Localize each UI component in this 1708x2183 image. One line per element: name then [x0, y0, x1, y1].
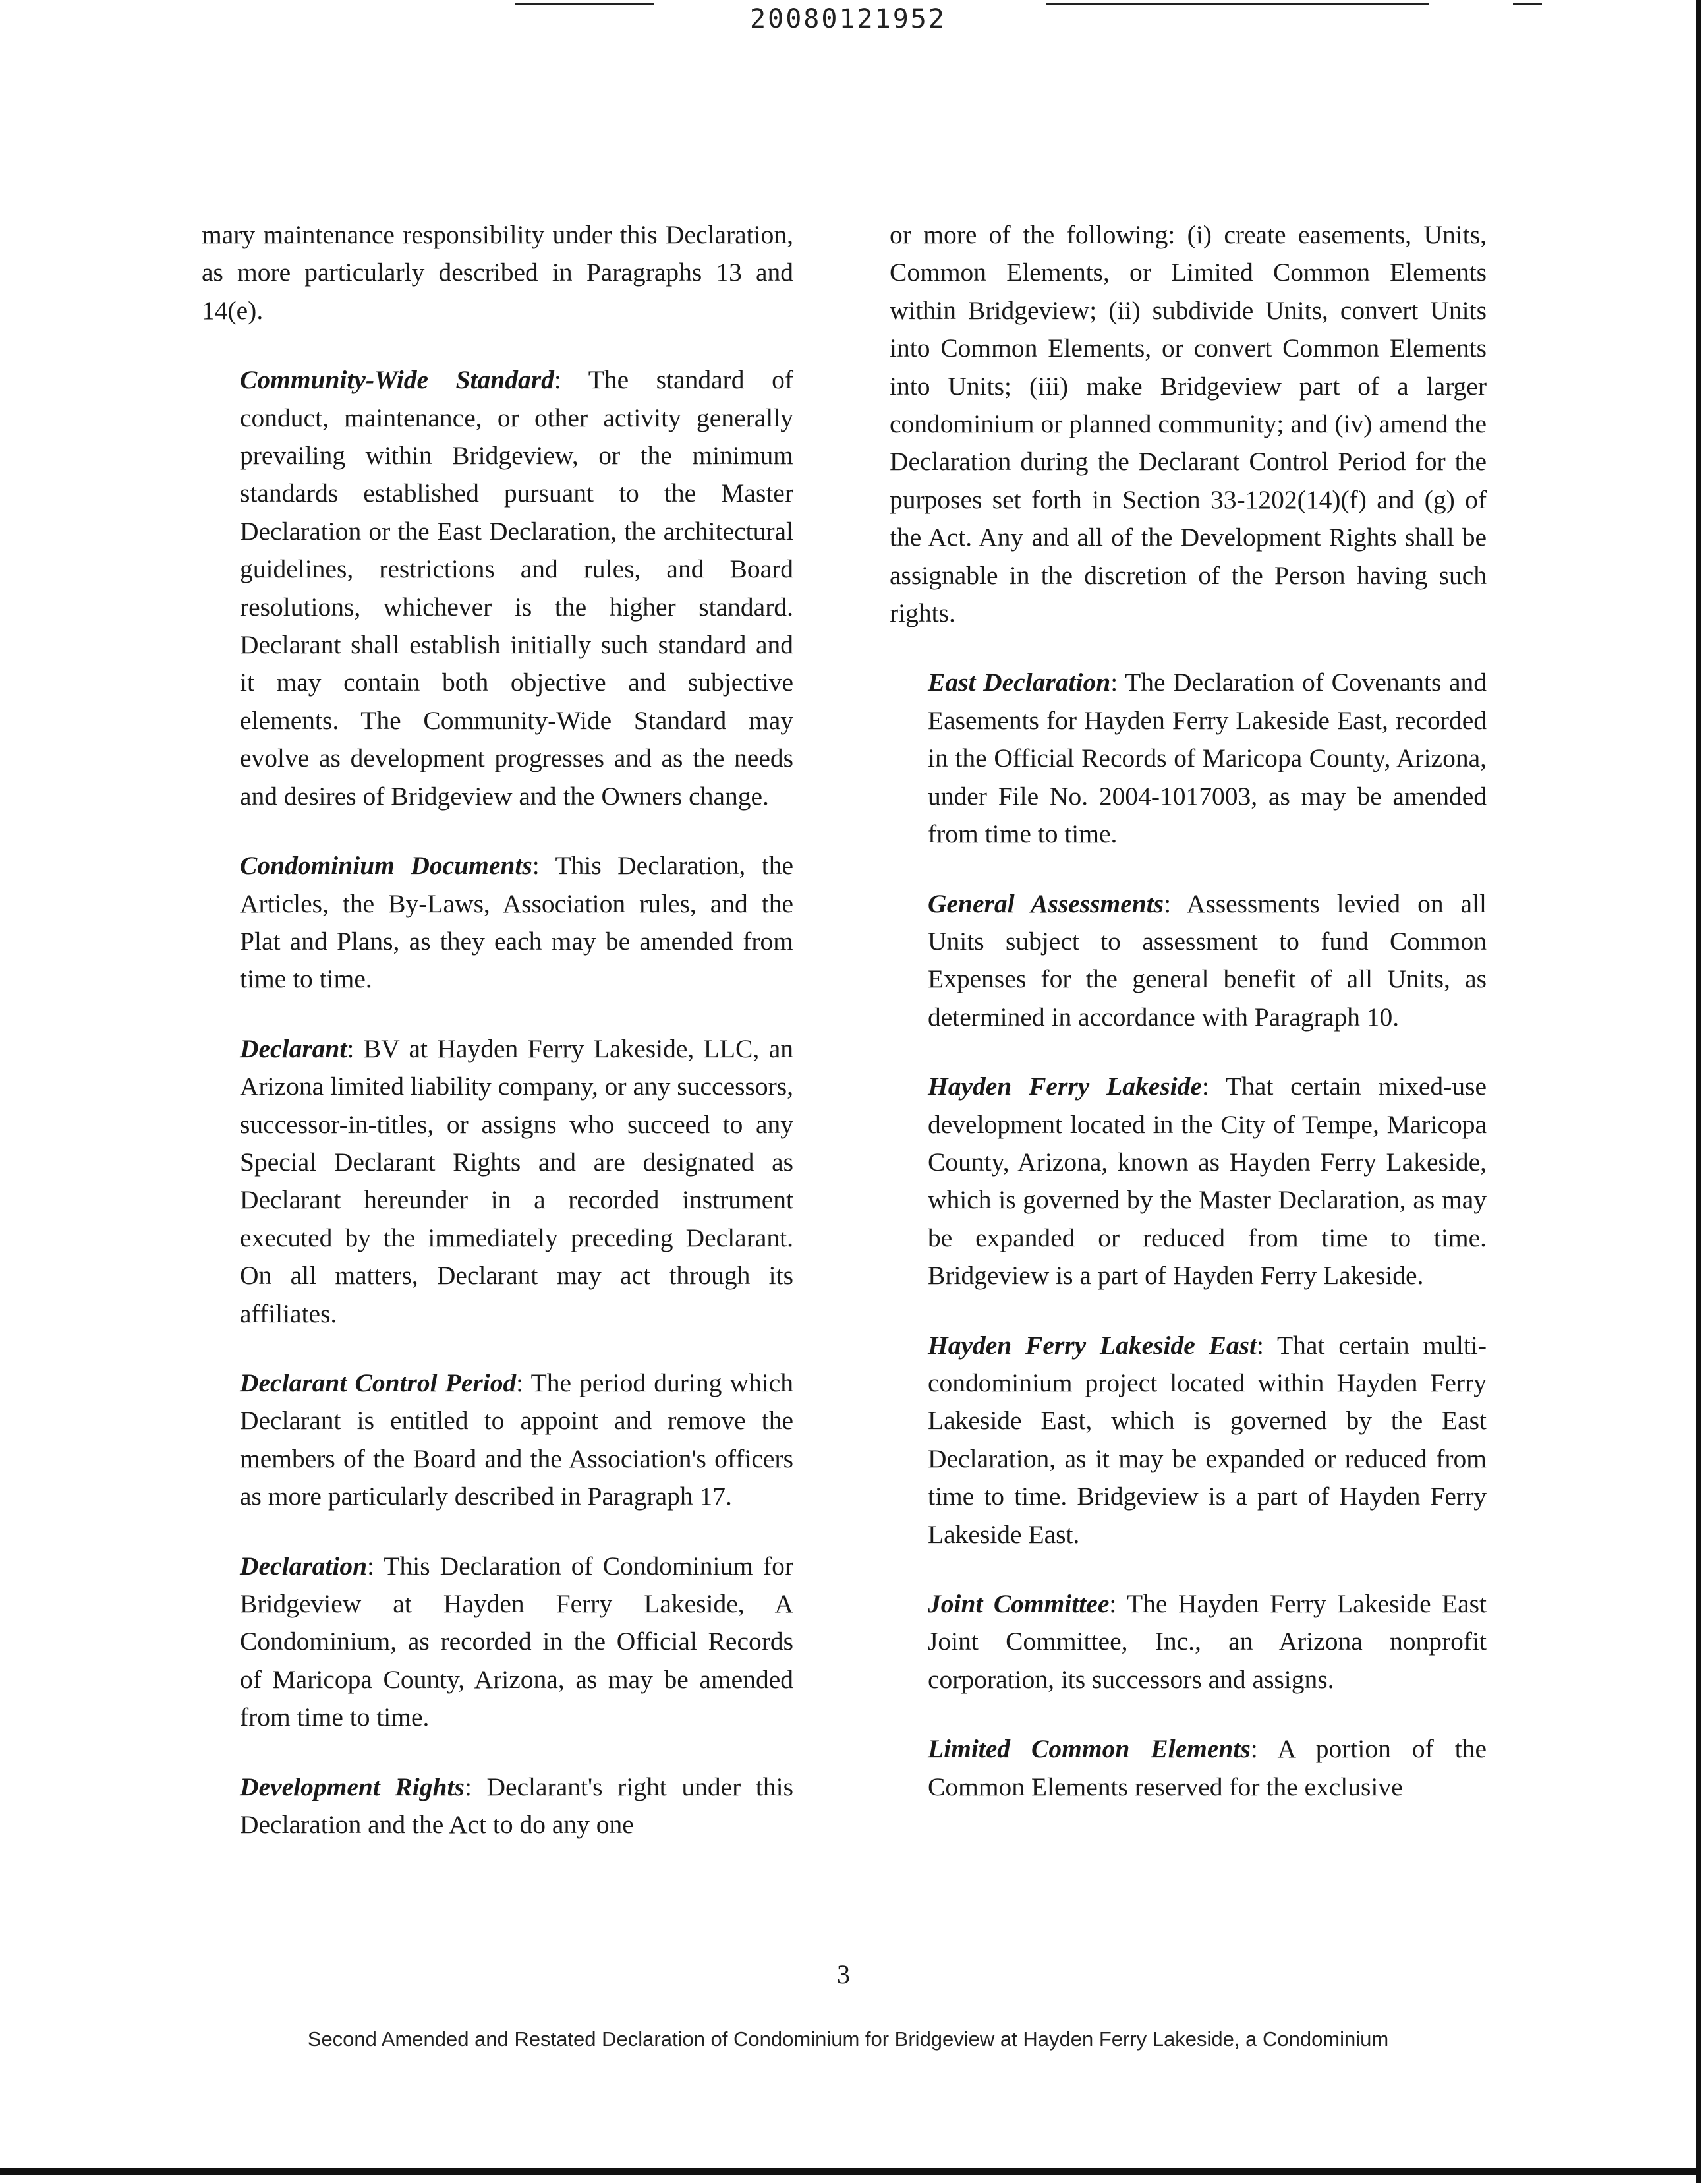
definition-term: Limited Common Elements: [928, 1734, 1251, 1764]
definition-term: Joint Committee: [928, 1589, 1110, 1618]
definition-paragraph: [202, 1364, 793, 1516]
definition-body: That certain multi-condominium project located within Hayden Ferry Lakeside East, which is governed by the East Declaration, as it may be expanded or reduced from time to time. Bridgeview is a part of Hayden Ferry Lakeside East.: [928, 1330, 1487, 1549]
definition-paragraph: [890, 885, 1487, 1037]
definition-paragraph: [202, 1548, 793, 1737]
scan-edge-right: [1696, 0, 1701, 2183]
right-column: [890, 216, 1487, 1838]
definition-term: Development Rights: [240, 1772, 465, 1801]
definition-body: The period during which Declarant is entitled to appoint and remove the members of the Board and the Association's officers as more particularly described in Paragraph 17.: [240, 1368, 793, 1511]
definition-paragraph: [202, 1030, 793, 1333]
definition-separator: :: [1110, 668, 1118, 697]
definition-term: East Declaration: [928, 668, 1111, 697]
definition-body: Declarant's right under this Declaration and the Act to do any one: [240, 1772, 793, 1840]
definition-term: Declaration: [240, 1551, 368, 1581]
definition-term: Condominium Documents: [240, 851, 532, 881]
definition-body: mary maintenance responsibility under this Declaration, as more particularly described in Paragraphs 13 and 14(e).: [202, 220, 793, 325]
left-column: [202, 216, 793, 1875]
definition-separator: :: [347, 1033, 355, 1063]
definition-body: The standard of conduct, maintenance, or other activity generally prevailing within Bridgeview, or the minimum standards established pursuant to the Master Declaration or the East Declaration, the architectural guidelines, restrictions and rules, and Board resolutions, whichever is the higher standard. Declarant shall establish initially such standard and it may contain both objective and subjective elements. The Community-Wide Standard may evolve as development progresses and as the needs and desires of Bridgeview and the Owners change.: [240, 365, 794, 811]
definition-paragraph: [202, 1768, 793, 1844]
definition-separator: :: [464, 1772, 472, 1801]
definition-body: or more of the following: (i) create easements, Units, Common Elements, or Limited Common Elements within Bridgeview; (ii) subdivide Units, convert Units into Common Elements, or convert Common Elements into Units; (iii) make Bridgeview part of a larger condominium or planned community; and (iv) amend the Declaration during the Declarant Control Period for the purposes set forth in Section 33-1202(14)(f) and (g) of the Act. Any and all of the Development Rights shall be assignable in the discretion of the Person having such rights.: [890, 220, 1487, 628]
definition-body: The Hayden Ferry Lakeside East Joint Committee, Inc., an Arizona nonprofit corporation, its successors and assigns.: [928, 1589, 1487, 1694]
definition-term: Declarant: [240, 1033, 347, 1063]
page-number: 3: [837, 1960, 850, 1989]
definition-body: Assessments levied on all Units subject to assessment to fund Common Expenses for the general benefit of all Units, as determined in accordance with Paragraph 10.: [928, 888, 1487, 1032]
definition-paragraph: [890, 664, 1487, 853]
definition-separator: :: [367, 1551, 375, 1581]
definition-term: Declarant Control Period: [240, 1368, 517, 1397]
definition-separator: :: [1250, 1734, 1258, 1764]
definition-paragraph: [890, 1068, 1487, 1295]
definition-separator: :: [532, 851, 540, 881]
definition-term: Hayden Ferry Lakeside: [928, 1072, 1202, 1101]
definition-separator: :: [1109, 1589, 1117, 1618]
document-number: 20080121952: [750, 4, 946, 34]
definition-paragraph: [202, 361, 793, 815]
definition-separator: :: [554, 365, 561, 395]
definition-separator: :: [516, 1368, 524, 1397]
definition-paragraph: [890, 1585, 1487, 1699]
definition-separator: :: [1201, 1072, 1209, 1101]
definition-body: A portion of the Common Elements reserved for the exclusive: [928, 1734, 1487, 1801]
definition-body: BV at Hayden Ferry Lakeside, LLC, an Arizona limited liability company, or any successors, successor-in-titles, or assigns who succeed to any Special Declarant Rights and are designated as Declarant hereunder in a recorded instrument executed by the immediately preceding Declarant. On all matters, Declarant may act through its affiliates.: [240, 1033, 793, 1328]
definition-separator: :: [1164, 888, 1172, 918]
definition-body: This Declaration of Condominium for Bridgeview at Hayden Ferry Lakeside, A Condominium, as recorded in the Official Records of Maricopa County, Arizona, as may be amended from time to time.: [240, 1551, 793, 1732]
scan-edge-bottom: [0, 2168, 1701, 2175]
definition-term: Hayden Ferry Lakeside East: [928, 1330, 1257, 1360]
definition-body: This Declaration, the Articles, the By-Laws, Association rules, and the Plat and Plans, as they each may be amended from time to time.: [240, 851, 793, 994]
footer-title: Second Amended and Restated Declaration of Condominium for Bridgeview at Hayden Ferry Lakeside, a Condominium: [307, 2027, 1389, 2051]
definition-paragraph: [890, 1327, 1487, 1554]
definition-body: That certain mixed-use development located in the City of Tempe, Maricopa County, Arizona, known as Hayden Ferry Lakeside, which is governed by the Master Declaration, as may be expanded or reduced from time to time. Bridgeview is a part of Hayden Ferry Lakeside.: [928, 1072, 1487, 1291]
definition-paragraph: [890, 216, 1487, 632]
definition-term: General Assessments: [928, 888, 1164, 918]
definition-paragraph: [890, 1730, 1487, 1806]
definition-term: Community-Wide Standard: [240, 365, 554, 395]
definition-body: The Declaration of Covenants and Easements for Hayden Ferry Lakeside East, recorded in the Official Records of Maricopa County, Arizona, under File No. 2004-1017003, as may be amended from time to time.: [928, 668, 1487, 849]
definition-paragraph: [202, 216, 793, 330]
definition-separator: :: [1257, 1330, 1264, 1360]
definition-paragraph: [202, 847, 793, 999]
